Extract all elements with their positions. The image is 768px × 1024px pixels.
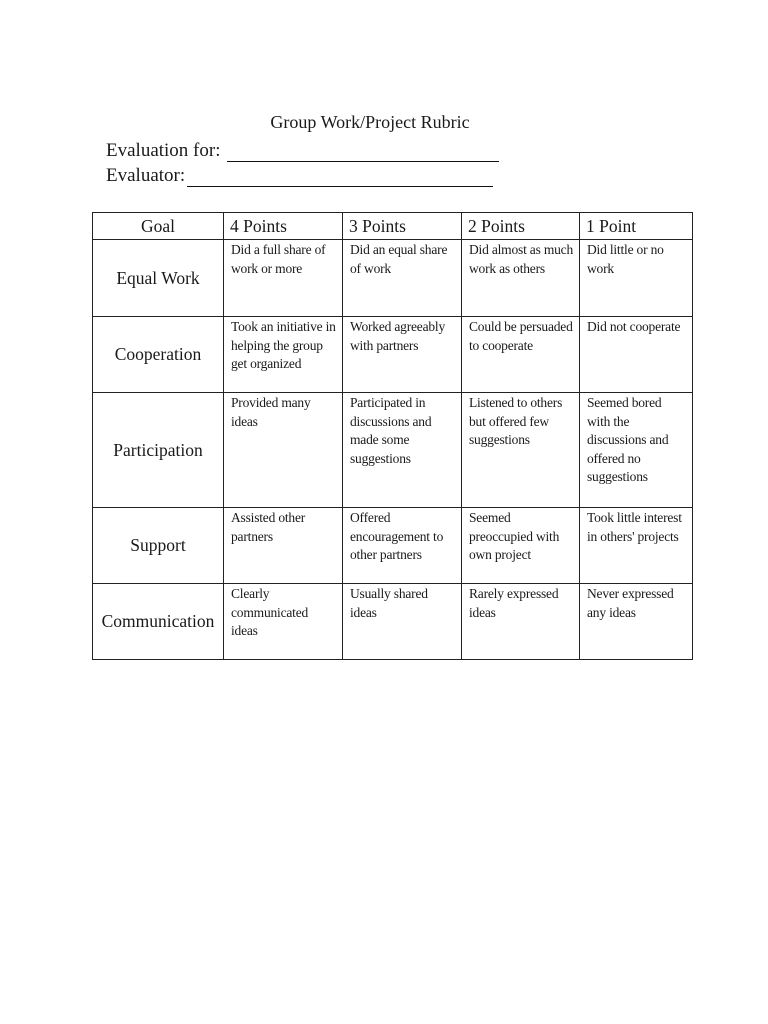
- goal-cooperation: Cooperation: [93, 317, 224, 393]
- table-cell: Did an equal share of work: [343, 240, 462, 317]
- goal-equal-work: Equal Work: [93, 240, 224, 317]
- header-1-point: 1 Point: [580, 213, 693, 240]
- table-cell: Seemed bored with the discussions and offered no suggestions: [580, 393, 693, 508]
- evaluator-field: [106, 165, 493, 187]
- table-row: [93, 584, 693, 660]
- table-cell: Did a full share of work or more: [224, 240, 343, 317]
- table-cell: Never expressed any ideas: [580, 584, 693, 660]
- goal-participation: Participation: [93, 393, 224, 508]
- table-cell: Participated in discussions and made some suggestions: [343, 393, 462, 508]
- table-cell: Took little interest in others' projects: [580, 508, 693, 584]
- rubric-table: [92, 212, 693, 660]
- document-title-text: Group Work/Project Rubric: [270, 112, 470, 132]
- table-cell: Took an initiative in helping the group get organized: [224, 317, 343, 393]
- table-cell: Did little or no work: [580, 240, 693, 317]
- rubric-header-row: [93, 213, 693, 240]
- table-cell: Clearly communicated ideas: [224, 584, 343, 660]
- table-row: [93, 240, 693, 317]
- table-cell: Seemed preoccupied with own project: [462, 508, 580, 584]
- table-cell: Did not cooperate: [580, 317, 693, 393]
- table-cell: Offered encouragement to other partners: [343, 508, 462, 584]
- goal-communication: Communication: [93, 584, 224, 660]
- header-goal: Goal: [93, 213, 224, 240]
- table-cell: Rarely expressed ideas: [462, 584, 580, 660]
- table-cell: Provided many ideas: [224, 393, 343, 508]
- table-cell: Worked agreeably with partners: [343, 317, 462, 393]
- evaluation-for-field: [106, 140, 499, 162]
- table-cell: Did almost as much work as others: [462, 240, 580, 317]
- table-cell: Assisted other partners: [224, 508, 343, 584]
- table-row: [93, 508, 693, 584]
- table-row: [93, 393, 693, 508]
- evaluator-label: Evaluator:: [106, 165, 186, 186]
- table-row: [93, 317, 693, 393]
- goal-support: Support: [93, 508, 224, 584]
- evaluation-for-blank-line: [227, 145, 499, 162]
- header-4-points: 4 Points: [224, 213, 343, 240]
- header-3-points: 3 Points: [343, 213, 462, 240]
- evaluation-for-label: Evaluation for:: [106, 140, 221, 161]
- table-cell: Usually shared ideas: [343, 584, 462, 660]
- header-2-points: 2 Points: [462, 213, 580, 240]
- table-cell: Could be persuaded to cooperate: [462, 317, 580, 393]
- evaluator-blank-line: [187, 170, 493, 187]
- document-title: [0, 112, 740, 133]
- table-cell: Listened to others but offered few suggestions: [462, 393, 580, 508]
